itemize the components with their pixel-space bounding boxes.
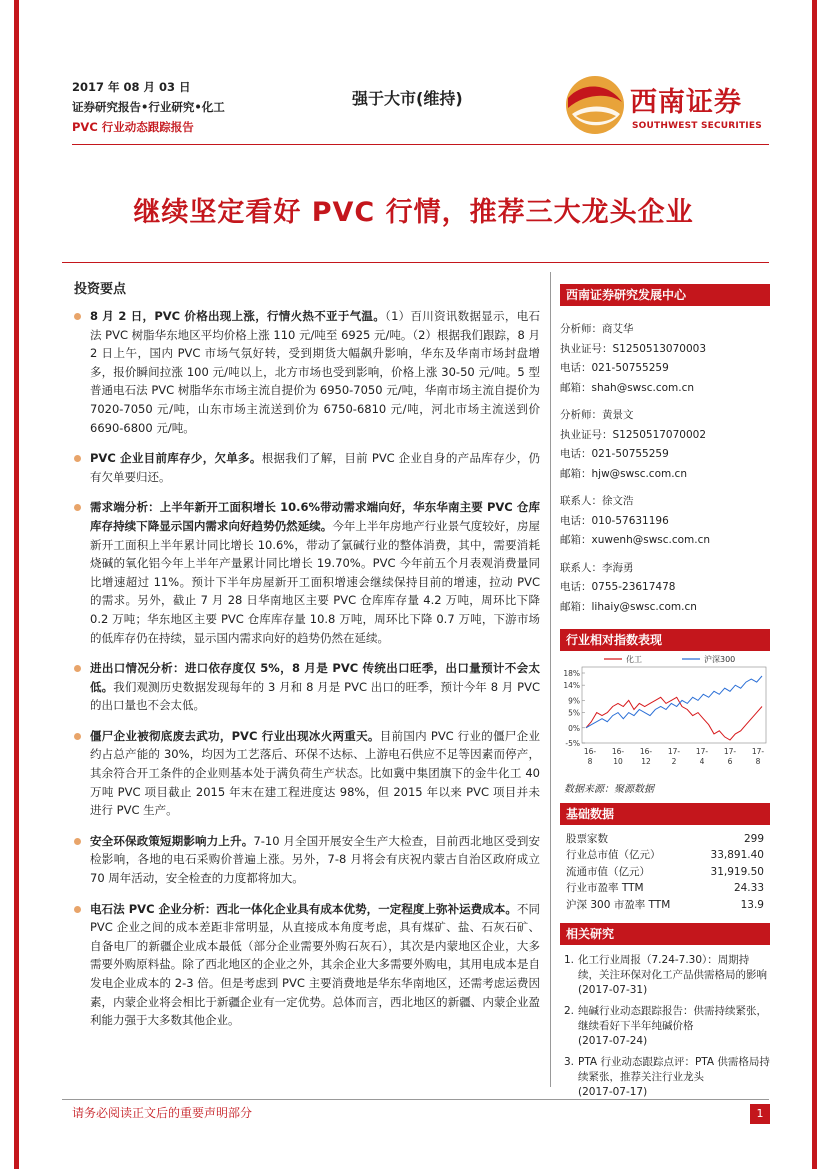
analyst-list <box>560 320 770 617</box>
page-number: 1 <box>750 1104 770 1124</box>
investment-heading: 投资要点 <box>74 282 127 297</box>
bullet-dot-icon <box>74 504 81 511</box>
related-text: 化工行业周报（7.24-7.30）：周期持续，关注环保对化工产品供需格局的影响 <box>578 954 767 982</box>
contact-email[interactable]: 邮箱：lihaiy@swsc.com.cn <box>560 600 697 613</box>
basic-data-row <box>560 880 770 896</box>
bullet-dot-icon <box>74 313 81 320</box>
x-tick-label: 17- <box>667 747 681 756</box>
report-category: 证券研究报告•行业研究•化工 <box>72 100 225 114</box>
research-center-title: 西南证券研究发展中心 <box>560 284 770 306</box>
y-tick-label: 14% <box>563 681 580 691</box>
basic-data-row <box>560 897 770 913</box>
bullet-text: 7-10 月全国开展安全生产大检查，目前西北地区受到安检影响，各地的电石采购价普遍上涨。另外，7-8 月将会有庆祝内蒙古自治区政府成立 70 周年活动，安全检查的力度都将加大。 <box>90 833 540 886</box>
company-logo <box>564 74 774 138</box>
bullet-text: （1）百川资讯数据显示，电石法 PVC 树脂华东地区平均价格上涨 110 元/吨至 6925 元/吨。（2）根据我们跟踪，8 月 2 日上午，国内 PVC 市场气氛好转，受到期货大幅飙升影响，华东及华南市场封盘增多，报价瞬间拉涨 100 元/吨以上，北方市场也受到影响，价格上涨 30-50 元/吨。5 型普通电石法 PVC 树脂华东市场主流自提价为 6950-7050 元/吨，华南市场主流自提价为 7020-7050 元/吨，山东市场主流送到价为 6750-6810 元/吨，河北市场主流送到价 6690-6800 元/吨。 <box>90 309 540 435</box>
basic-data-row <box>560 831 770 847</box>
basic-data-section <box>560 803 770 913</box>
bullet-dot-icon <box>74 665 81 672</box>
legend-label: 化工 <box>626 655 642 664</box>
header-divider <box>72 144 769 145</box>
related-date: (2017-07-24) <box>578 1035 648 1048</box>
title-divider <box>62 262 769 263</box>
analyst-phone: 电话：021-50755259 <box>560 448 669 460</box>
basic-data-value: 24.33 <box>733 882 764 895</box>
related-date: (2017-07-17) <box>578 1086 648 1099</box>
bullet-text: 不同 PVC 企业之间的成本差距非常明显，从直接成本角度考虑，具有煤矿、盐、石灰石矿、自备电厂的新疆企业成本最低（部分企业需要外购石灰石），其次是内蒙地区企业，大多需要外购原料盐。除了西北地区的企业之外，其余企业大多需要外购电，其用电成本是自发电企业成本的 2-3 倍。但是考虑到 PVC 主要消费地是华东华南地区，还需考虑运费因素，内蒙企业将会相比于新疆企业有一定优势。总体而言，西北地区的新疆、内蒙企业盈利能力强于大多数其他企业。 <box>90 901 540 1028</box>
bullet-dot-icon <box>74 906 81 913</box>
column-divider <box>550 272 551 1087</box>
basic-data-key: 行业市盈率 TTM <box>566 882 644 895</box>
basic-data-row <box>560 864 770 880</box>
series-line <box>586 676 762 728</box>
footer-notice: 请务必阅读正文后的重要声明部分 <box>72 1106 253 1120</box>
x-tick-label: 8 <box>755 757 761 766</box>
rating: 强于大市(维持) <box>352 89 463 108</box>
y-tick-label: 18% <box>563 669 580 678</box>
analyst-cert: 执业证号：S1250513070003 <box>560 342 707 355</box>
legend-label: 沪深300 <box>704 655 736 664</box>
index-chart-section <box>560 629 770 795</box>
report-header-info <box>72 77 225 137</box>
basic-data-key: 流通市值（亿元） <box>566 865 650 878</box>
basic-data-key: 股票家数 <box>566 833 608 845</box>
x-tick-label: 16- <box>611 747 625 756</box>
bullet-item <box>62 659 540 715</box>
x-tick-label: 17- <box>695 747 709 756</box>
contact-role: 联系人：徐文浩 <box>560 495 634 507</box>
bullet-dot-icon <box>74 455 81 462</box>
contact-email[interactable]: 邮箱：xuwenh@swsc.com.cn <box>560 534 711 546</box>
bullet-text: 我们观测历史数据发现每年的 3 月和 8 月是 PVC 出口的旺季，预计今年 8 月 PVC 的出口量也不会太低。 <box>90 679 540 713</box>
bullet-item <box>62 832 540 888</box>
related-research-section <box>560 923 770 1100</box>
related-num: 3. <box>564 1056 575 1069</box>
analyst-role: 分析师：黄景文 <box>560 409 634 421</box>
related-research-title: 相关研究 <box>560 923 770 945</box>
contact-phone: 电话：010-57631196 <box>560 514 669 527</box>
related-num: 2. <box>564 1005 575 1018</box>
bullet-bold: 安全环保政策短期影响力上升。 <box>90 833 254 848</box>
related-research-item[interactable] <box>560 953 770 998</box>
bullet-text: 今年上半年房地产行业景气度较好，房屋新开工面积上半年累计同比增长 10.6%，带动了氯碱行业的整体消费，其中，需要消耗烧碱的氧化铝今年上半年产量累计同比增长 19.70%。PVC 今年前五个月表观消费量同比增速超过 11%。预计下半年房屋新开工面积增速会继续保持目前的增速，拉动 PVC 的需求。另外，截止 7 月 28 日华南地区主要 PVC 仓库库存量 4.2 万吨，周环比下降 0.2 万吨；华东地区主要 PVC 仓库库存量 10.8 万吨，周环比下降 0.7 万吨，下游市场的低库存仍在持续，显示国内需求向好的趋势仍然在延续。 <box>90 518 540 645</box>
footer-divider <box>62 1099 769 1100</box>
analyst-cert: 执业证号：S1250517070002 <box>560 428 707 441</box>
left-red-bar <box>14 0 19 1169</box>
bullet-bold: 僵尸企业被彻底废去武功，PVC 行业出现冰火两重天。 <box>90 728 380 743</box>
bullet-bold: 需求端分析：上半年新开工面积增长 10.6%带动需求端向好，华东华南主要 PVC 仓库库存持续下降显示国内需求向好趋势仍然延续。 <box>90 500 540 533</box>
bullet-item <box>62 900 540 1030</box>
logo-english-name: SOUTHWEST SECURITIES <box>632 121 762 131</box>
basic-data-value: 31,919.50 <box>710 865 764 878</box>
y-tick-label: -5% <box>565 739 580 748</box>
x-tick-label: 10 <box>613 757 623 766</box>
sidebar <box>560 284 770 1106</box>
x-tick-label: 4 <box>699 757 705 766</box>
x-tick-label: 12 <box>641 757 651 766</box>
analyst-email[interactable]: 邮箱：hjw@swsc.com.cn <box>560 467 687 480</box>
basic-data-key: 行业总市值（亿元） <box>566 849 661 862</box>
basic-data-row <box>560 847 770 863</box>
x-tick-label: 6 <box>727 757 733 766</box>
x-tick-label: 16- <box>583 747 597 756</box>
basic-data-value: 13.9 <box>740 898 764 911</box>
analyst-email[interactable]: 邮箱：shah@swsc.com.cn <box>560 381 695 394</box>
basic-data-key: 沪深 300 市盈率 TTM <box>566 898 671 911</box>
x-tick-label: 2 <box>671 757 677 766</box>
related-num: 1. <box>564 954 575 967</box>
logo-chinese-name: 西南证券 <box>630 87 742 118</box>
analyst-phone: 电话：021-50755259 <box>560 362 669 374</box>
investment-highlights <box>62 272 540 1042</box>
basic-data-value: 33,891.40 <box>710 849 764 862</box>
data-source: 数据来源：聚源数据 <box>564 784 654 795</box>
contact-role: 联系人：李海勇 <box>560 561 634 574</box>
bullet-text: 目前国内 PVC 行业的僵尸企业约占总产能的 30%，均因为工艺落后、环保不达标、上游电石供应不足等因素而停产，其余符合开工条件的企业则基本处于满负荷生产状态。比如冀中集团旗下的金牛化工 40 万吨 PVC 项目截止 2015 年末在建工程进度达 98%，但 2015 年以来 PVC 项目并未进行 PVC 生产。 <box>90 728 540 818</box>
related-research-item[interactable] <box>560 1004 770 1049</box>
basic-data-title: 基础数据 <box>560 803 770 825</box>
index-chart-title: 行业相对指数表现 <box>560 629 770 651</box>
x-tick-label: 17- <box>751 747 765 756</box>
related-text: 纯碱行业动态跟踪报告：供需持续紧张，继续看好下半年纯碱价格 <box>578 1005 767 1033</box>
main-title: 继续坚定看好 PVC 行情，推荐三大龙头企业 <box>133 197 694 228</box>
bullet-bold: PVC 企业目前库存少，欠单多。 <box>90 451 262 466</box>
x-tick-label: 17- <box>723 747 737 756</box>
x-tick-label: 16- <box>639 747 653 756</box>
bullet-item <box>62 449 540 486</box>
series-line <box>586 697 762 740</box>
bullet-dot-icon <box>74 733 81 740</box>
bullet-item <box>62 498 540 647</box>
contact-phone: 电话：0755-23617478 <box>560 581 676 593</box>
bullet-item <box>62 727 540 820</box>
bullet-text: 根据我们了解，目前 PVC 企业自身的产品库存少，仍有欠单要归还。 <box>90 451 540 484</box>
related-date: (2017-07-31) <box>578 984 648 997</box>
bullet-bold: 电石法 PVC 企业分析：西北一体化企业具有成本优势，一定程度上弥补运费成本。 <box>90 901 517 916</box>
relative-index-chart <box>560 651 770 769</box>
bullet-bold: 进出口情况分析：进口依存度仅 5%，8 月是 PVC 传统出口旺季，出口量预计不会太低。 <box>90 661 540 694</box>
x-tick-label: 8 <box>587 757 593 766</box>
right-red-bar <box>812 0 817 1169</box>
related-text: PTA 行业动态跟踪点评：PTA 供需格局持续紧张，推荐关注行业龙头 <box>578 1056 770 1084</box>
y-tick-label: 0% <box>568 723 580 733</box>
basic-data-value: 299 <box>743 833 764 845</box>
bullet-dot-icon <box>74 838 81 845</box>
logo-emblem-icon <box>564 74 626 136</box>
related-research-item[interactable] <box>560 1055 770 1100</box>
y-tick-label: 9% <box>568 696 580 706</box>
report-type: PVC 行业动态跟踪报告 <box>72 120 194 134</box>
bullet-bold: 8 月 2 日，PVC 价格出现上涨，行情火热不亚于气温。 <box>90 309 386 323</box>
y-tick-label: 5% <box>568 708 580 718</box>
bullet-item <box>62 307 540 437</box>
analyst-role: 分析师：商艾华 <box>560 323 634 335</box>
report-date: 2017 年 08 月 03 日 <box>72 80 191 94</box>
